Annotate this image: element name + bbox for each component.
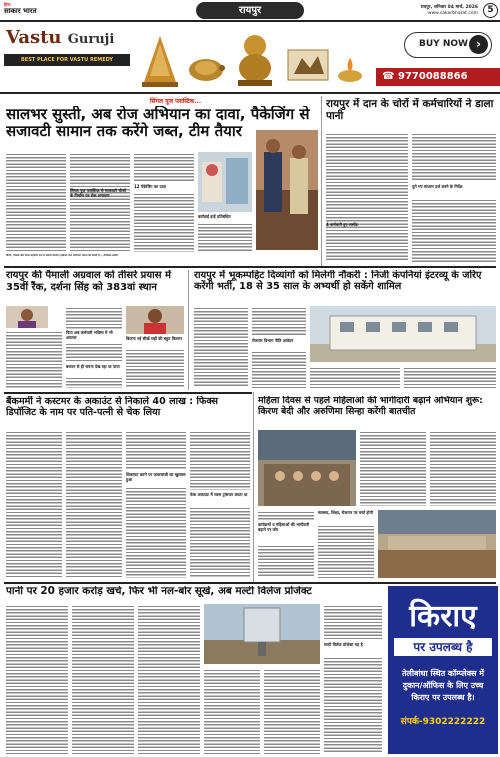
story6-col2 — [430, 430, 496, 506]
divider-1 — [4, 266, 496, 268]
column-divider-mid — [188, 270, 189, 390]
section-name: रायपुर — [238, 5, 262, 16]
story1-kicker: सिंगल यूज प्लास्टिक... — [150, 98, 202, 105]
story4-col2 — [252, 306, 306, 336]
story3-headline: रायपुर की पैमाली अग्रवाल को तीसरे प्रयास में 35वीं रैंक, दर्शना सिंह को 383वां स्थान — [6, 270, 171, 293]
story4-subhead: रोजगार विभाग नीति आवेदन — [252, 338, 294, 343]
rent-ad-subtitle: पर उपलब्ध है — [394, 638, 492, 656]
rent-ad-title: किराए — [409, 599, 477, 634]
story3-photo-student — [126, 306, 184, 334]
divider-2 — [4, 392, 252, 394]
page-number-value: 5 — [487, 5, 494, 15]
story1-col3 — [134, 152, 194, 182]
story2-col2 — [412, 132, 496, 182]
story4-photo-building — [310, 306, 496, 362]
story7-photo-water — [204, 604, 320, 664]
story1-caption: बिरंगी, रिकांस और बैनर्स सहयोगी रूप से प्रसारी जायेगी। इसलिए रोज अभियान चलाने की तैयारी है। - रविशंकर सवारी — [6, 254, 118, 257]
story5-headline: बैंकमर्मी ने कस्टमर के अकाउंट से निकाले 40 लाख : फिक्स डिपॉजिट के नाम पर पति-पत्नी से चेक लिया — [6, 396, 218, 419]
story7-col3 — [138, 604, 200, 754]
story7-col5 — [264, 668, 320, 754]
phone-icon: ☎ — [382, 71, 395, 82]
phone-strip[interactable] — [376, 68, 500, 86]
brand-logo — [4, 2, 64, 20]
story6-photo-hall — [378, 510, 496, 578]
story6-col1 — [360, 430, 426, 506]
story1-photo-plastic — [198, 152, 252, 212]
date-line: रायपुर, शनिवार 04 मार्च, 2026 — [420, 5, 478, 10]
brand-top: हिन्द — [4, 2, 11, 7]
buy-now-label: BUY NOW — [419, 39, 468, 49]
story7-col2 — [72, 604, 134, 754]
story6-headline: महिला दिवस से पहले महिलाओं की भागीदारी बढ़ाने अभियान शुरू: किरण बेदी और अरुणिमा सिन्हा करेंगी बातचीत — [258, 396, 483, 417]
rent-ad-contact[interactable]: संपर्क-9302222222 — [400, 717, 486, 727]
product-image-horses — [284, 38, 332, 88]
story7-headline: पानी पर 20 हजार करोड़ खर्च, फिर भी नल-बोर सूखे, अब मल्टी विलेज प्रोजेक्ट — [6, 586, 312, 597]
story1-subhead3: कार्रवाई इन्हें प्रतिबंधित — [198, 214, 231, 219]
story6-col3b — [258, 544, 314, 578]
column-divider-top — [321, 96, 322, 266]
story3-col2b — [66, 342, 122, 362]
story4-col4 — [404, 366, 496, 388]
story2-subhead2: 4 कर्मचारी हुए सस्पेंड — [326, 222, 358, 227]
story1-col3b — [134, 192, 194, 252]
story4-headline: रायपुर में भूकम्पहिट दिव्यांगों को मिलेगी नौकरी : निजी कंपनियां इंटरव्यू के जरिए करेंगी भर्ती, 18 से 35 साल के अभ्यर्थी हो सकेंगे शामिल — [194, 270, 482, 293]
story4-col3 — [310, 366, 400, 388]
story6-subhead2: स्वास्थ्य, शिक्षा, रोजगार पर चर्चा होगी — [318, 510, 373, 515]
story6-col3 — [258, 510, 314, 520]
buy-now-button[interactable] — [404, 32, 492, 58]
story1-subhead2: सिंगल यूज प्लास्टिक से सजावटी चीजों के निर्माण पर रोक लगाएगा — [70, 188, 126, 198]
story2-subhead: चुने गए माध्यम दर्ज करने के निर्देश — [412, 184, 463, 189]
story2-col3 — [412, 198, 496, 262]
story1-headline: सालभर सुस्ती, अब रोज अभियान का दावा, पैकेजिंग से सजावटी सामान तक करेंगे जब्त, टीम तैयार — [6, 106, 310, 141]
product-image-ganesha — [232, 30, 278, 88]
vastu-brand: Vastu — [6, 27, 62, 48]
story6-photo-event — [258, 430, 356, 506]
product-image-meru — [140, 32, 180, 88]
story3-col2c — [66, 376, 122, 388]
story5-col4 — [190, 430, 250, 490]
story7-col1 — [6, 604, 68, 754]
vastu-tagline-bar — [4, 54, 130, 66]
story7-col6 — [324, 604, 382, 640]
column-divider-lower — [253, 392, 254, 582]
story3-photo-person — [6, 306, 48, 328]
page-number — [483, 3, 498, 18]
story3-subhead3: कितना नई सीखें सही की बहुत किसान — [126, 336, 182, 341]
story1-col1 — [6, 152, 66, 252]
story3-col2 — [66, 306, 122, 330]
story4-col2b — [252, 350, 306, 388]
story1-photo-raid — [256, 130, 318, 250]
vastu-tagline: BEST PLACE FOR VASTU REMEDY — [20, 57, 114, 63]
vastu-brand2: Guruji — [67, 32, 115, 47]
story5-col3 — [126, 430, 186, 470]
story5-col4b — [190, 506, 250, 578]
rent-ad[interactable] — [388, 586, 498, 754]
brand-name: साकार भारत — [4, 7, 37, 15]
story6-col4 — [318, 524, 374, 578]
vastu-guruji-ad[interactable] — [0, 24, 500, 94]
masthead — [0, 0, 500, 22]
story5-subhead2: फेक अकाउंट में रकम ट्रांसफर करता था — [190, 492, 248, 497]
story3-subhead2: बचपन से ही सपना देख रहा था पाया — [66, 364, 120, 369]
phone-number: 9770088866 — [398, 71, 468, 82]
product-image-lamp — [336, 54, 364, 88]
story3-col3 — [126, 348, 184, 388]
story5-subhead: शिकायत करने पर जालसाजी का खुलासा हुआ — [126, 472, 186, 482]
story1-col4 — [198, 222, 252, 252]
story5-col2 — [66, 430, 122, 578]
story6-subhead: कार्यक्रमों व महिलाओं की भागीदारी बढ़ाने पर जोर — [258, 522, 310, 532]
story7-col4 — [204, 668, 260, 754]
story7-subhead: मल्टी विलेज प्रोजेक्ट यह है — [324, 642, 363, 647]
story3-subhead: पिता अब कर्मचारी भविष्य में भी अफसर — [66, 330, 113, 340]
story1-subhead1: 12 पैकेजिंग का दावा — [134, 184, 166, 189]
rent-ad-body: तेलीबांधा स्थित कॉम्प्लेक्स में दुकान/ऑफिस के लिए उच्च किराए पर उपलब्ध है। — [401, 669, 485, 702]
product-image-turtle — [186, 46, 226, 86]
story4-col1 — [194, 306, 248, 388]
story5-col1 — [6, 430, 62, 578]
story3-col1 — [6, 330, 62, 388]
section-title — [196, 2, 304, 19]
story5-col3b — [126, 486, 186, 578]
story2-col1 — [326, 132, 408, 262]
story2-headline: रायपुर में दान के चोरों में कर्मचारियों ने डाला पानी — [326, 98, 494, 123]
buy-now-arrow: › — [469, 35, 488, 54]
website[interactable]: www.sakarbharat.com — [427, 11, 478, 16]
divider-3 — [4, 582, 496, 584]
story7-col6b — [324, 656, 382, 754]
